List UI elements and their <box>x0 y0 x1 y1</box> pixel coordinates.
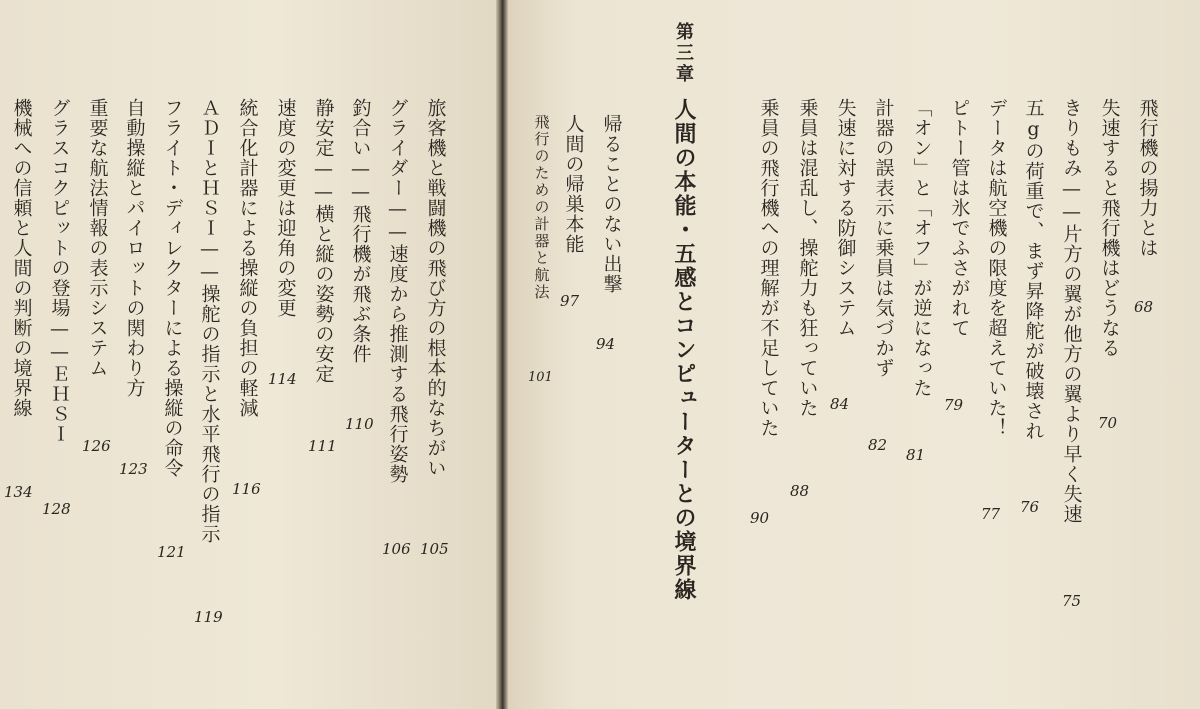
page-number: 84 <box>830 395 850 413</box>
entry-text: 飛行機の揚力とは <box>1136 98 1159 258</box>
chapter-title: 人間の本能・五感とコンピューターとの境界線 <box>671 98 696 602</box>
entry-text: 人間の帰巣本能 <box>562 114 585 254</box>
page-number: 110 <box>345 415 374 433</box>
page-number: 105 <box>420 540 449 558</box>
entry-text: 重要な航法情報の表示システム <box>86 98 109 378</box>
entry-text: 乗員の飛行機への理解が不足していた <box>757 98 780 438</box>
page-number: 116 <box>232 480 261 498</box>
toc-entry <box>6 98 36 418</box>
toc-entry <box>119 98 149 398</box>
toc-entry <box>981 98 1011 438</box>
entry-text: 自動操縦とパイロットの関わり方 <box>123 98 146 398</box>
page-number: 79 <box>944 396 964 414</box>
page-number: 76 <box>1020 498 1040 516</box>
toc-entry <box>1132 98 1162 258</box>
toc-entry <box>232 98 262 418</box>
toc-entry <box>596 114 626 294</box>
entry-text: 五gの荷重で、まず昇降舵が破壊され <box>1022 98 1045 441</box>
page-number: 121 <box>157 543 186 561</box>
book-gutter <box>496 0 508 709</box>
entry-text: 旅客機と戦闘機の飛び方の根本的なちがい <box>424 98 447 478</box>
toc-entry <box>270 98 300 318</box>
entry-text: 統合化計器による操縦の負担の軽減 <box>236 98 259 418</box>
page-number: 114 <box>268 370 297 388</box>
page-number: 111 <box>308 437 337 455</box>
toc-entry <box>1094 98 1124 358</box>
entry-text: グライダー——速度から推測する飛行姿勢 <box>386 98 409 484</box>
page-number: 128 <box>42 500 71 518</box>
entry-text: 失速に対する防御システム <box>834 98 857 338</box>
entry-text: 機械への信頼と人間の判断の境界線 <box>10 98 33 418</box>
entry-text: きりもみ——片方の翼が他方の翼より早く失速 <box>1060 98 1083 524</box>
toc-entry <box>82 98 112 378</box>
toc-entry <box>44 98 74 444</box>
toc-entry <box>830 98 860 338</box>
page-number: 123 <box>119 460 148 478</box>
entry-text: グラスコクピットの登場——ＥＨＳＩ <box>48 98 71 444</box>
toc-entry <box>906 98 936 398</box>
chapter-heading <box>668 22 698 85</box>
entry-text: 速度の変更は迎角の変更 <box>274 98 297 318</box>
page-number: 82 <box>868 436 888 454</box>
entry-text: 静安定——横と縦の姿勢の安定 <box>312 98 335 384</box>
page-number: 126 <box>82 437 111 455</box>
chapter-label: 第三章 <box>673 22 694 85</box>
page-number: 88 <box>790 482 810 500</box>
page-number: 106 <box>382 540 411 558</box>
toc-entry <box>194 98 224 544</box>
entry-text: 釣合い——飛行機が飛ぶ条件 <box>349 98 372 364</box>
page-number: 97 <box>560 292 580 310</box>
toc-entry <box>308 98 338 384</box>
entry-text: ピトー管は氷でふさがれて <box>948 98 971 338</box>
entry-text: 計器の誤表示に乗員は気づかず <box>872 98 895 378</box>
chapter-heading <box>668 98 698 602</box>
right-page <box>508 0 1200 709</box>
toc-entry <box>792 98 822 418</box>
toc-entry <box>868 98 898 378</box>
toc-entry <box>382 98 412 484</box>
page-number: 134 <box>4 483 33 501</box>
toc-entry <box>526 114 556 301</box>
page-number: 119 <box>194 608 223 626</box>
entry-text: 「オン」と「オフ」が逆になった <box>910 98 933 398</box>
page-number: 77 <box>981 505 1001 523</box>
toc-entry <box>157 98 187 478</box>
page-number: 94 <box>596 335 616 353</box>
toc-entry <box>1018 98 1048 441</box>
entry-text: ＡＤＩとＨＳＩ——操舵の指示と水平飛行の指示 <box>198 98 221 544</box>
entry-text: データは航空機の限度を超えていた！ <box>985 98 1008 438</box>
page-number: 75 <box>1062 592 1082 610</box>
entry-text: フライト・ディレクターによる操縦の命令 <box>161 98 184 478</box>
toc-entry <box>558 114 588 254</box>
page-number: 90 <box>750 509 770 527</box>
page-number: 70 <box>1098 414 1118 432</box>
toc-entry <box>1056 98 1086 524</box>
toc-entry <box>944 98 974 338</box>
toc-entry <box>420 98 450 478</box>
entry-text: 乗員は混乱し、操舵力も狂っていた <box>796 98 819 418</box>
entry-text: 帰ることのない出撃 <box>600 114 623 294</box>
left-page <box>0 0 496 709</box>
page-number: 68 <box>1134 298 1154 316</box>
entry-text: 飛行のための計器と航法 <box>532 114 551 301</box>
entry-text: 失速すると飛行機はどうなる <box>1098 98 1121 358</box>
toc-entry <box>345 98 375 364</box>
toc-entry <box>753 98 783 438</box>
page-number: 101 <box>528 370 553 385</box>
page-number: 81 <box>906 446 926 464</box>
